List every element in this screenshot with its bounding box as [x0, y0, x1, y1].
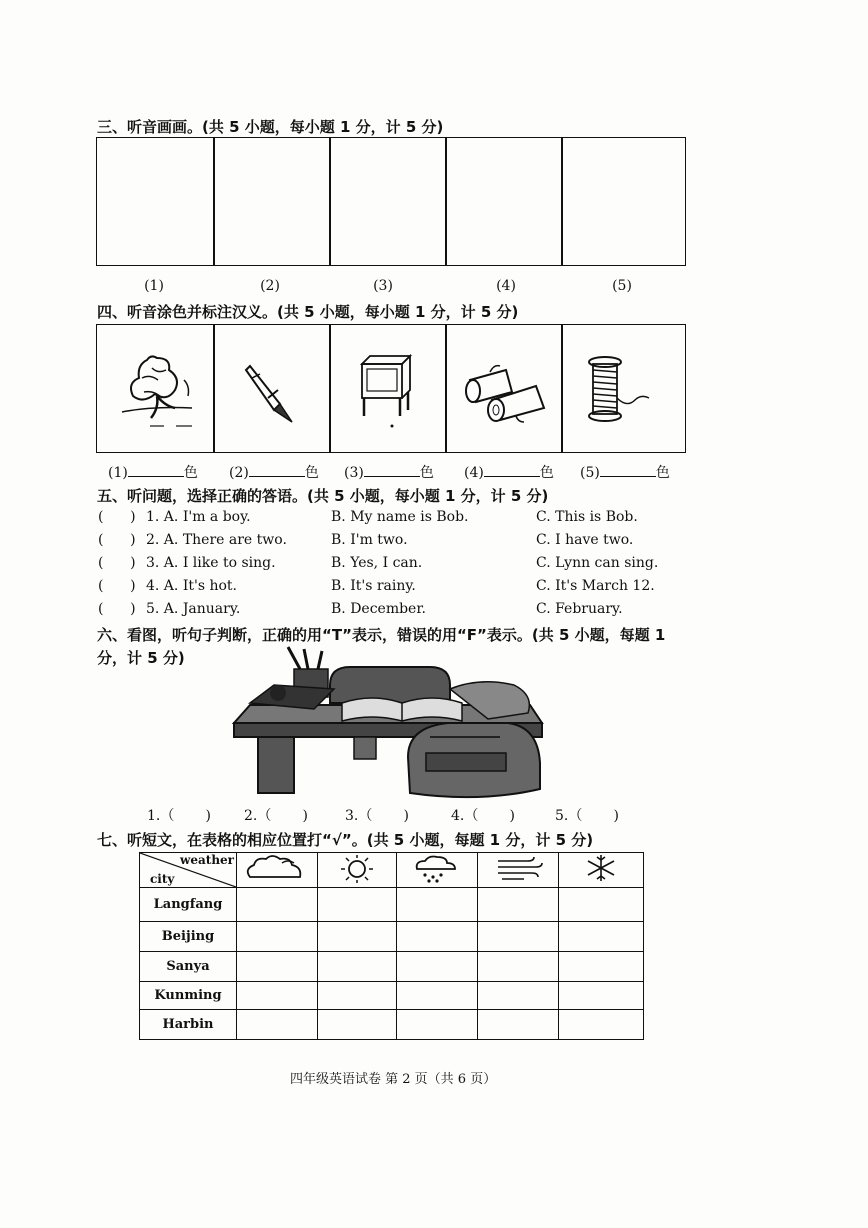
check-cell[interactable] [559, 952, 644, 982]
check-cell[interactable] [478, 952, 559, 982]
section-5-heading: 五、听问题，选择正确的答语。(共 5 小题，每小题 1 分，计 5 分) [97, 487, 549, 505]
color-char: 色 [655, 465, 670, 481]
check-cell[interactable] [318, 1010, 397, 1040]
check-cell[interactable] [237, 1010, 318, 1040]
table-row [140, 888, 644, 922]
color-char: 色 [183, 465, 198, 481]
table-row [140, 922, 644, 952]
check-cell[interactable] [559, 888, 644, 922]
option-c: C. Lynn can sing. [536, 555, 659, 571]
tf-label: 1.（ [147, 808, 175, 824]
color-blank-label: (2) [229, 465, 249, 481]
pen-icon [238, 360, 298, 430]
tf-item-2[interactable]: 2.（ ) [244, 808, 308, 824]
snowy-icon [559, 853, 644, 888]
color-blank-2[interactable] [229, 462, 319, 482]
option-b: B. December. [331, 601, 426, 617]
thread-spool-icon [583, 354, 663, 429]
desk-with-books-and-schoolbag-icon [230, 645, 550, 805]
check-cell[interactable] [237, 952, 318, 982]
check-cell[interactable] [318, 888, 397, 922]
draw-label-5: (5) [612, 278, 632, 294]
option-a: 4. A. It's hot. [146, 578, 237, 594]
color-blank-label: (5) [580, 465, 600, 481]
option-a: 1. A. I'm a boy. [146, 509, 251, 525]
check-cell[interactable] [397, 922, 478, 952]
logs-icon [460, 362, 550, 430]
color-blank-3[interactable] [344, 462, 434, 482]
check-cell[interactable] [237, 982, 318, 1010]
answer-paren-5[interactable]: ( ) [98, 601, 136, 617]
city-langfang: Langfang [140, 888, 237, 922]
tree-in-wind-icon [112, 340, 202, 435]
table-row [140, 1010, 644, 1040]
drawing-boxes [96, 137, 686, 266]
section-6-heading-line2: 分，计 5 分) [97, 649, 185, 667]
color-char: 色 [304, 465, 319, 481]
color-char: 色 [419, 465, 434, 481]
section-7-heading: 七、听短文，在表格的相应位置打“√”。(共 5 小题，每题 1 分，计 5 分) [97, 831, 594, 849]
check-cell[interactable] [559, 1010, 644, 1040]
section-4-heading: 四、听音涂色并标注汉义。(共 5 小题，每小题 1 分，计 5 分) [97, 303, 519, 321]
check-cell[interactable] [318, 952, 397, 982]
corner-bottom-label: city [150, 872, 175, 886]
check-cell[interactable] [397, 888, 478, 922]
check-cell[interactable] [559, 922, 644, 952]
color-blank-label: (4) [464, 465, 484, 481]
color-blank-5[interactable] [580, 462, 670, 482]
option-a: 3. A. I like to sing. [146, 555, 276, 571]
tf-label: 5.（ [555, 808, 583, 824]
draw-label-3: (3) [373, 278, 393, 294]
color-blank-label: (1) [108, 465, 128, 481]
answer-paren-3[interactable]: ( ) [98, 555, 136, 571]
page-footer: 四年级英语试卷 第 2 页（共 6 页） [290, 1072, 497, 1087]
draw-label-4: (4) [496, 278, 516, 294]
color-blank-1[interactable] [108, 462, 198, 482]
answer-paren-1[interactable]: ( ) [98, 509, 136, 525]
option-b: B. I'm two. [331, 532, 408, 548]
tf-label: 2.（ [244, 808, 272, 824]
check-cell[interactable] [237, 888, 318, 922]
draw-label-2: (2) [260, 278, 280, 294]
color-char: 色 [539, 465, 554, 481]
color-blank-label: (3) [344, 465, 364, 481]
option-b: B. Yes, I can. [331, 555, 423, 571]
windy-icon [478, 853, 559, 888]
option-a: 2. A. There are two. [146, 532, 287, 548]
option-c: C. This is Bob. [536, 509, 638, 525]
tf-item-4[interactable]: 4.（ ) [451, 808, 515, 824]
table-row [140, 952, 644, 982]
check-cell[interactable] [478, 888, 559, 922]
color-blank-4[interactable] [464, 462, 554, 482]
tf-label: 3.（ [345, 808, 373, 824]
check-cell[interactable] [478, 982, 559, 1010]
corner-cell [140, 853, 237, 888]
check-cell[interactable] [478, 922, 559, 952]
tf-label: 4.（ [451, 808, 479, 824]
section-6-heading-line1: 六、看图，听句子判断，正确的用“T”表示，错误的用“F”表示。(共 5 小题，每题 1 [97, 626, 666, 644]
nightstand-icon [356, 352, 416, 432]
city-kunming: Kunming [140, 982, 237, 1010]
check-cell[interactable] [559, 982, 644, 1010]
corner-top-label: weather [180, 853, 234, 867]
check-cell[interactable] [397, 952, 478, 982]
sunny-icon [318, 853, 397, 888]
section-3-heading: 三、听音画画。(共 5 小题，每小题 1 分，计 5 分) [97, 118, 444, 136]
weather-table [139, 852, 644, 1040]
tf-item-5[interactable]: 5.（ ) [555, 808, 619, 824]
rainy-icon [397, 853, 478, 888]
tf-item-3[interactable]: 3.（ ) [345, 808, 409, 824]
check-cell[interactable] [397, 982, 478, 1010]
check-cell[interactable] [318, 982, 397, 1010]
option-b: B. It's rainy. [331, 578, 416, 594]
answer-paren-4[interactable]: ( ) [98, 578, 136, 594]
answer-paren-2[interactable]: ( ) [98, 532, 136, 548]
option-b: B. My name is Bob. [331, 509, 469, 525]
city-beijing: Beijing [140, 922, 237, 952]
draw-label-1: (1) [144, 278, 164, 294]
option-a: 5. A. January. [146, 601, 241, 617]
check-cell[interactable] [318, 922, 397, 952]
check-cell[interactable] [237, 922, 318, 952]
option-c: C. February. [536, 601, 623, 617]
option-c: C. I have two. [536, 532, 634, 548]
cloudy-icon [237, 853, 318, 888]
check-cell[interactable] [397, 1010, 478, 1040]
city-sanya: Sanya [140, 952, 237, 982]
option-c: C. It's March 12. [536, 578, 655, 594]
check-cell[interactable] [478, 1010, 559, 1040]
table-row [140, 982, 644, 1010]
tf-item-1[interactable]: 1.（ ) [147, 808, 211, 824]
city-harbin: Harbin [140, 1010, 237, 1040]
